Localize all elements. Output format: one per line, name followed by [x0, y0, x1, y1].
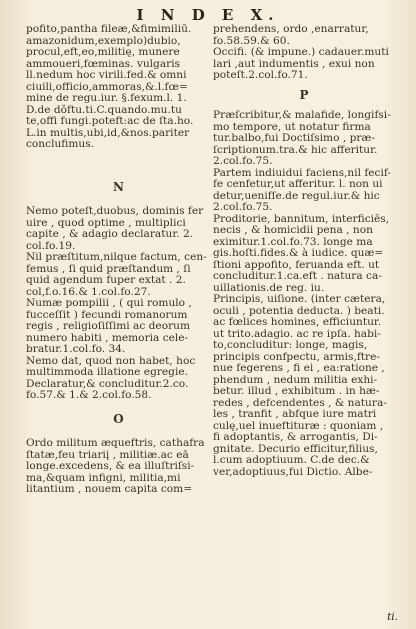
text-line: numero habiti , memoria cele- [26, 331, 189, 344]
section-heading-p: P [299, 87, 309, 102]
left-entries-n [26, 206, 211, 402]
text-line: l.cum adoptiuum. C.de dec.& [213, 454, 370, 466]
text-line: ſtioni appofito, feruanda eft. ut [213, 258, 380, 271]
text-line: longe.excedens, & ea illuſtriſsi- [26, 460, 195, 472]
text-line: concluditur.1.ca.eft . natura ca- [213, 270, 382, 282]
text-line: L.in multis,ubi,id,&nos.pariter [26, 126, 190, 139]
text-line: ma,&quam infigni, militia,mi [26, 471, 181, 484]
text-line: ciuili,officio,ammoras,&.l.fœ= [26, 80, 188, 93]
text-line: col,f.o.16.& 1.col.fo.27. [26, 285, 151, 298]
text-line: fi adoptantis, & arrogantis, Di- [213, 431, 378, 443]
text-line: gis.hoſti.fides.& à iudice. quæ= [213, 247, 384, 259]
section-heading-n: N [113, 179, 124, 194]
text-line: fe cenfetur,ut afferitur. l. non ui [213, 178, 383, 190]
text-line: lari ,aut indumentis , exui non [213, 57, 375, 70]
text-line: Principis, uiſione. (inter cætera, [213, 293, 386, 305]
text-line: ut trito.adagio. ac re ipſa. habi- [213, 327, 381, 340]
text-line: necis , & homicidii pena , non [213, 224, 373, 236]
text-line: Nemo dat, quod non habet, hoc [26, 354, 196, 367]
text-line: uillationis.de reg. iu. [213, 281, 325, 294]
text-line: uire , quod optime , multiplici [26, 216, 186, 229]
text-line: pofito,pantha fileæ,&fimimiliū. [26, 23, 192, 35]
text-line: Præſcribitur,& malafide, longifsi- [213, 109, 391, 121]
text-line: fo.58.59.& 60. [213, 34, 290, 47]
left-column [26, 24, 211, 496]
signature-mark: ti. [387, 611, 398, 623]
text-line: ſtatæ,feu triariį , militiæ.ac eā [26, 448, 189, 461]
text-line: poteſt.2.col.fo.71. [213, 69, 308, 81]
text-line: quid agendum fuper extat . 2. [26, 274, 186, 286]
text-line: multimmoda illatione egregie. [26, 366, 188, 378]
text-line: mine de regu.iur. §.fexum.l. 1. [26, 92, 187, 104]
text-line: redes , defcendentes , & natura- [213, 396, 387, 409]
text-line: mo tempore, ut notatur firma [213, 120, 371, 133]
text-line: culę,uel inueftituræ : quoniam , [213, 419, 384, 432]
text-line: regis , religioſiſſimi ac deorum [26, 320, 191, 332]
text-line: ver,adoptiuus,fui Dictio. Albe- [213, 465, 373, 478]
text-line: capite , & adagio declaratur. 2. [26, 228, 194, 240]
text-line: betur. illud , exhibitum . in hæ- [213, 385, 380, 397]
text-line: Declaratur,& concluditur.2.co. [26, 377, 189, 390]
text-line: les , tranfit , abfque iure matri [213, 408, 377, 420]
text-line: 2.col.fo.75. [213, 155, 273, 167]
text-line: prehendens, ordo ,enarratur, [213, 23, 369, 35]
right-entries-top [213, 24, 395, 82]
left-entries-o [26, 438, 211, 496]
text-line: litantium , nouem capita com= [26, 483, 193, 495]
text-line: phendum , nedum militia exhi- [213, 373, 378, 386]
text-line: bratur.1.col.fo. 34. [26, 343, 126, 355]
text-line: ac fœlices homines, efficiuntur. [213, 316, 382, 328]
left-entries-top [26, 24, 211, 151]
text-line: Numæ pompilii , ( qui romulo , [26, 297, 192, 309]
text-line: ammoueri,fœminas. vulgaris [26, 57, 181, 70]
running-head: I N D E X. [136, 6, 280, 24]
text-line: fo.57.& 1.& 2.col.fo.58. [26, 389, 152, 401]
text-line: to,concluditur: longe, magis, [213, 339, 368, 351]
text-line: D.de dǒftu.ti.C.quando.mu.tu [26, 103, 182, 116]
text-line: 2.col.fo.75. [213, 201, 273, 213]
text-line: fucceſſit ) fecundi romanorum [26, 308, 188, 321]
text-line: amazonidum,exemplo)dubio, [26, 34, 181, 47]
text-line: Proditorie, bannitum, interficiēs, [213, 212, 390, 225]
text-line: tur.balbo,fui Doctiſsimo , præ- [213, 132, 375, 144]
text-line: Occifi. (& impune.) cadauer.muti [213, 46, 389, 58]
text-line: femus , ſi quid præſtandum , ſi [26, 262, 191, 275]
text-line: detur,uenifſe.de regul.iur.& hic [213, 189, 380, 202]
text-line: eximitur.1.col.fo.73. longe ma [213, 235, 373, 248]
text-line: oculi , potentia deducta. ) beati. [213, 304, 385, 317]
text-line: procul,eft,eo,militię, munere [26, 46, 180, 58]
text-line: conclufimus. [26, 138, 95, 150]
text-line: Nil præſtitum,nilque factum, cen- [26, 251, 207, 263]
text-line: principis confpectu, armis,ftre- [213, 350, 380, 363]
text-line: gnitate. Decurio efficitur,filius, [213, 442, 378, 455]
text-line: Nemo poteſt,duobus, dominis fer [26, 205, 204, 217]
text-line: te,offi fungi.poteft:ac de ſta.ho. [26, 115, 194, 127]
right-column [213, 24, 395, 478]
text-line: ſcriptionum.tra.& hic afferitur. [213, 143, 378, 156]
text-line: nue fegerens , fi ei , ea:ratione , [213, 362, 385, 374]
text-line: Partem indiuidui faciens,nil fecif- [213, 166, 391, 179]
text-line: col.fo.19. [26, 239, 76, 252]
text-line: Ordo militum æqueftris, cathafra [26, 437, 205, 449]
section-heading-o: O [113, 411, 124, 426]
right-entries-p [213, 110, 395, 478]
text-line: ll.nedum hoc virili.fed.& omni [26, 69, 187, 81]
